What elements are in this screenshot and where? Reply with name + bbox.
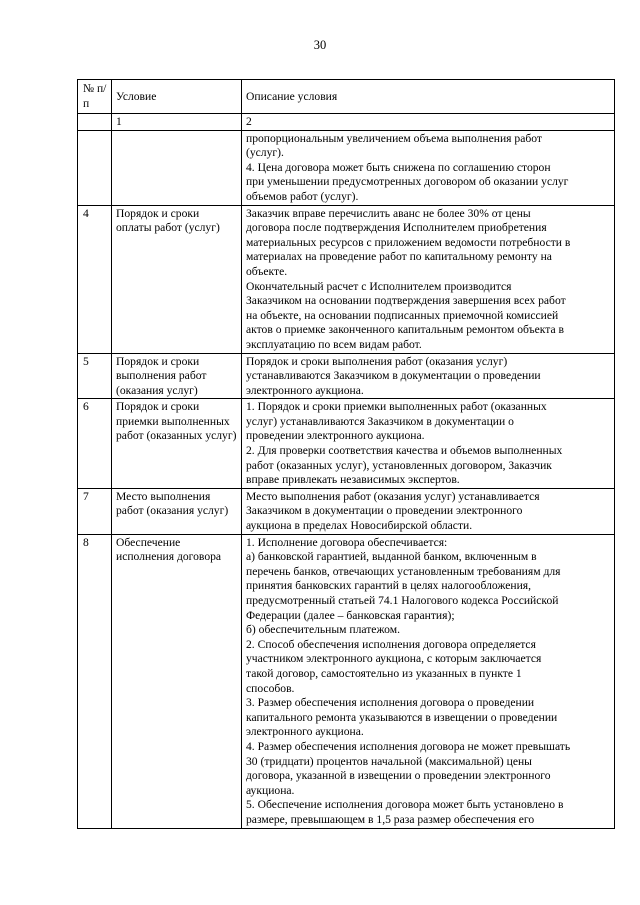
table-row bbox=[78, 205, 615, 353]
description-line: пропорциональным увеличением объема выполнения работ bbox=[246, 131, 542, 145]
description-line: объемов работ (услуг). bbox=[246, 189, 359, 203]
description-line: (услуг). bbox=[246, 146, 284, 160]
description-line: Заказчиком в документации о проведении электронного bbox=[246, 504, 523, 518]
row-description bbox=[242, 399, 615, 489]
row-condition: Место выполнения работ (оказания услуг) bbox=[112, 488, 242, 534]
description-line: размере, превышающем в 1,5 раза размер обеспечения его bbox=[246, 812, 535, 826]
row-number: 4 bbox=[78, 205, 112, 353]
header-description: Описание условия bbox=[242, 80, 615, 114]
description-line: электронного аукциона. bbox=[246, 725, 364, 739]
description-line: б) обеспечительным платежом. bbox=[246, 623, 400, 637]
description-line: электронного аукциона. bbox=[246, 383, 364, 397]
row-number: 6 bbox=[78, 399, 112, 489]
description-line: Заказчик вправе перечислить аванс не более 30% от цены bbox=[246, 206, 531, 220]
description-line: материальных ресурсов с приложением ведомости потребности в bbox=[246, 235, 571, 249]
row-description bbox=[242, 534, 615, 828]
description-line: Заказчиком на основании подтверждения завершения всех работ bbox=[246, 294, 566, 308]
header-num: № п/п bbox=[78, 80, 112, 114]
description-line: капитального ремонта указываются в извещении о проведении bbox=[246, 710, 558, 724]
column-number-0 bbox=[78, 114, 112, 131]
description-line: Порядок и сроки выполнения работ (оказания услуг) bbox=[246, 354, 508, 368]
description-line: предусмотренный статьей 74.1 Налогового кодекса Российской bbox=[246, 594, 559, 607]
description-line: 3. Размер обеспечения исполнения договора о проведении bbox=[246, 696, 535, 710]
description-line: принятия банковских гарантий в целях налогообложения, bbox=[246, 579, 532, 593]
row-condition: Обеспечение исполнения договора bbox=[112, 534, 242, 828]
description-line: 5. Обеспечение исполнения договора может быть установлено в bbox=[246, 798, 564, 812]
table-row bbox=[78, 353, 615, 399]
description-line: 1. Порядок и сроки приемки выполненных работ (оказанных bbox=[246, 400, 547, 414]
column-number-1: 1 bbox=[112, 114, 242, 131]
row-condition: Порядок и сроки приемки выполненных работ (оказанных услуг) bbox=[112, 399, 242, 489]
conditions-table bbox=[77, 79, 615, 829]
table-body bbox=[78, 130, 615, 828]
header-condition: Условие bbox=[112, 80, 242, 114]
row-description bbox=[242, 205, 615, 353]
row-number: 5 bbox=[78, 353, 112, 399]
description-line: договора после подтверждения Исполнителем приобретения bbox=[246, 221, 547, 235]
description-line: такой договор, самостоятельно из указанных в пункте 1 bbox=[246, 666, 522, 680]
description-line: договора, указанной в извещении о проведении электронного bbox=[246, 769, 551, 783]
description-line: 2. Способ обеспечения исполнения договора определяется bbox=[246, 637, 536, 651]
description-line: а) банковской гарантией, выданной банком, включенным в bbox=[246, 550, 537, 564]
description-line: объекте. bbox=[246, 264, 288, 278]
description-line: 4. Размер обеспечения исполнения договора не может превышать bbox=[246, 739, 571, 753]
table-header-row bbox=[78, 80, 615, 114]
row-condition bbox=[112, 130, 242, 205]
description-line: 2. Для проверки соответствия качества и объемов выполненных bbox=[246, 444, 563, 458]
description-line: 30 (тридцати) процентов начальной (максимальной) цены bbox=[246, 754, 532, 768]
row-description bbox=[242, 353, 615, 399]
description-line: способов. bbox=[246, 681, 295, 695]
description-line: участником электронного аукциона, с которым заключается bbox=[246, 652, 542, 666]
description-line: услуг) устанавливаются Заказчиком в документации о bbox=[246, 414, 514, 428]
description-line: устанавливаются Заказчиком в документации о проведении bbox=[246, 369, 541, 383]
description-line: проведении электронного аукциона. bbox=[246, 429, 425, 443]
table-row bbox=[78, 488, 615, 534]
description-line: Окончательный расчет с Исполнителем производится bbox=[246, 279, 512, 293]
description-line: вправе привлекать независимых экспертов. bbox=[246, 473, 460, 487]
description-line: 4. Цена договора может быть снижена по соглашению сторон bbox=[246, 160, 551, 174]
description-line: 1. Исполнение договора обеспечивается: bbox=[246, 535, 448, 549]
row-condition: Порядок и сроки оплаты работ (услуг) bbox=[112, 205, 242, 353]
description-line: при уменьшении предусмотренных договором об оказании услуг bbox=[246, 175, 569, 189]
description-line: Федерации (далее – банковская гарантия); bbox=[246, 608, 455, 622]
table-row bbox=[78, 399, 615, 489]
row-condition: Порядок и сроки выполнения работ (оказания услуг) bbox=[112, 353, 242, 399]
row-description bbox=[242, 130, 615, 205]
description-line: материалах на проведение работ по капитальному ремонту на bbox=[246, 250, 552, 264]
description-line: работ (оказанных услуг), установленных договором, Заказчик bbox=[246, 458, 552, 472]
row-number bbox=[78, 130, 112, 205]
description-line: перечень банков, отвечающих установленным требованиям для bbox=[246, 564, 561, 578]
table-row bbox=[78, 130, 615, 205]
description-line: эксплуатацию по всем видам работ. bbox=[246, 337, 422, 351]
description-line: на объекте, на основании подписанных приемочной комиссией bbox=[246, 308, 559, 322]
description-line: Место выполнения работ (оказания услуг) устанавливается bbox=[246, 489, 540, 503]
column-number-2: 2 bbox=[242, 114, 615, 131]
description-line: аукциона. bbox=[246, 783, 295, 797]
row-number: 7 bbox=[78, 488, 112, 534]
page-number: 30 bbox=[313, 38, 327, 52]
column-numbers-row bbox=[78, 114, 615, 131]
row-description bbox=[242, 488, 615, 534]
description-line: аукциона в пределах Новосибирской области. bbox=[246, 519, 473, 533]
table-row bbox=[78, 534, 615, 828]
description-line: актов о приемке законченного капитальным ремонтом объекта в bbox=[246, 323, 564, 337]
row-number: 8 bbox=[78, 534, 112, 828]
